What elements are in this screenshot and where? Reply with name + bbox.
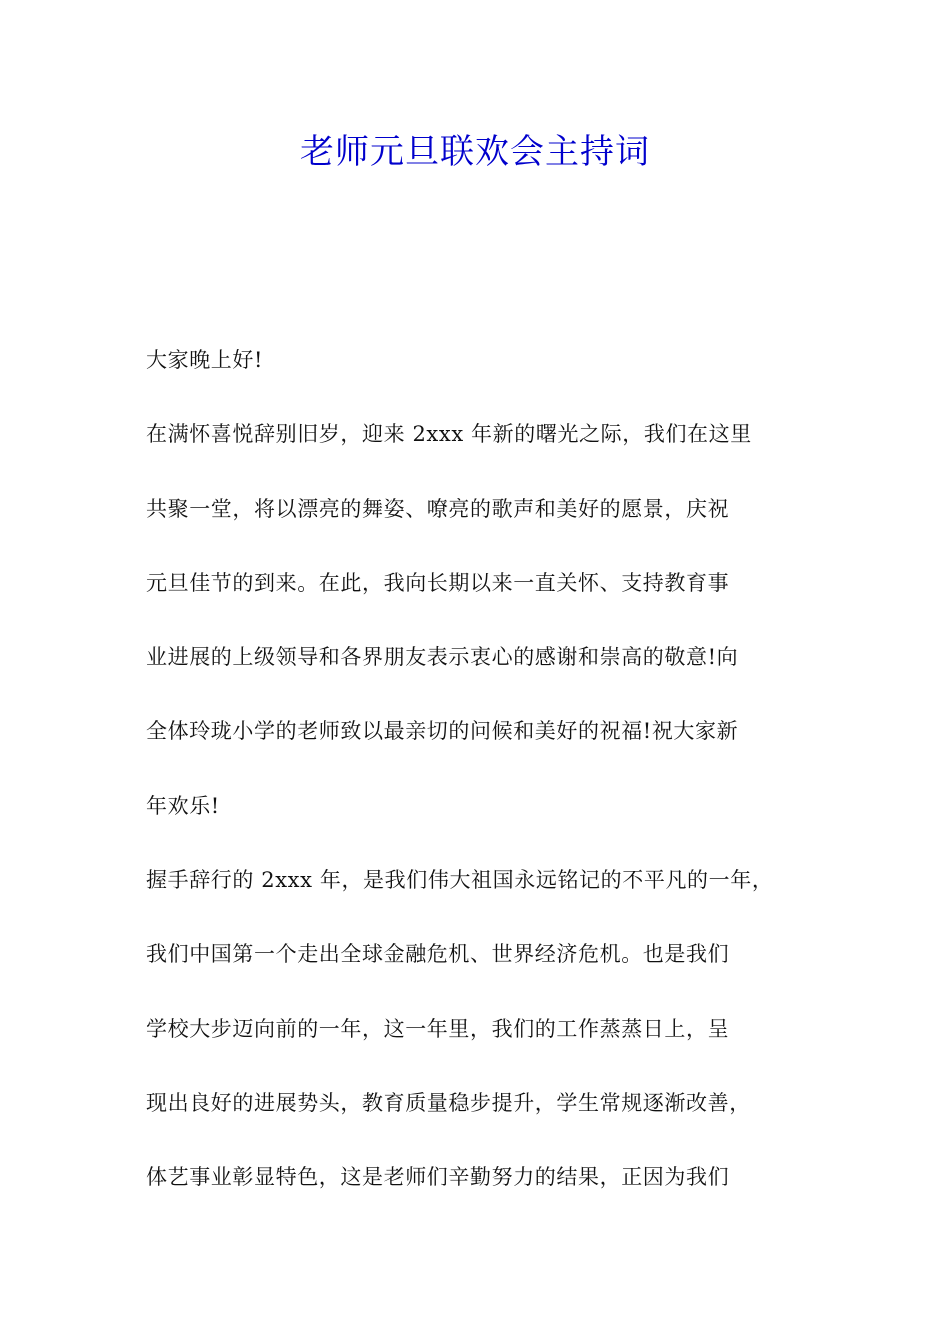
body-line: 大家晚上好! [146,348,264,372]
document-title: 老师元旦联欢会主持词 [300,132,650,172]
document-body [146,342,836,1234]
body-line: 共聚一堂，将以漂亮的舞姿、嘹亮的歌声和美好的愿景，庆祝 [146,496,730,521]
body-line: 元旦佳节的到来。在此，我向长期以来一直关怀、支持教育事 [146,570,730,595]
body-line: 握手辞行的 2xxx 年，是我们伟大祖国永远铭记的不平凡的一年， [146,868,774,893]
body-line: 业进展的上级领导和各界朋友表示衷心的感谢和崇高的敬意!向 [146,645,739,670]
body-line: 年欢乐! [146,793,220,818]
body-line: 学校大步迈向前的一年，这一年里，我们的工作蒸蒸日上，呈 [146,1016,730,1041]
body-line: 现出良好的进展势头，教育质量稳步提升，学生常规逐渐改善， [146,1090,751,1115]
body-line: 体艺事业彰显特色，这是老师们辛勤努力的结果，正因为我们 [146,1165,730,1190]
body-line: 全体玲珑小学的老师致以最亲切的问候和美好的祝福!祝大家新 [146,719,739,744]
body-line: 在满怀喜悦辞别旧岁，迎来 2xxx 年新的曙光之际，我们在这里 [146,422,752,447]
body-line: 我们中国第一个走出全球金融危机、世界经济危机。也是我们 [146,942,730,967]
